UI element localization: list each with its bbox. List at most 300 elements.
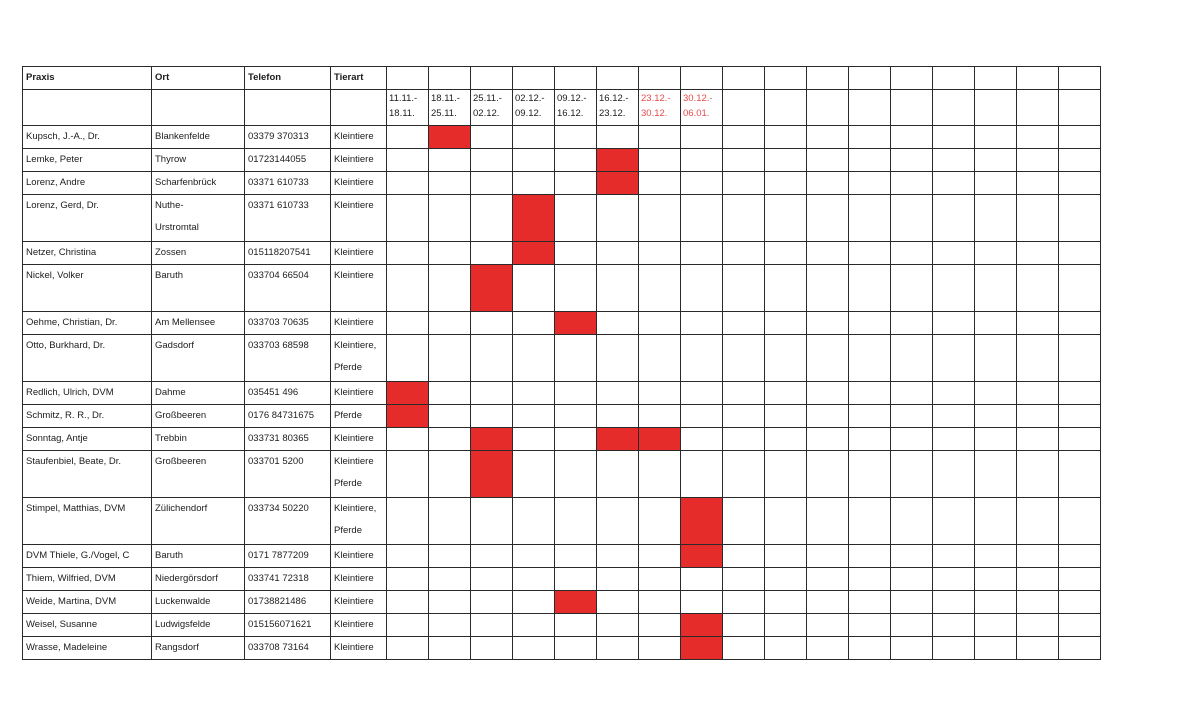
week-from: 23.12.- <box>641 93 671 104</box>
duty-cell <box>975 126 1017 149</box>
praxis-name: Staufenbiel, Beate, Dr. <box>26 456 122 467</box>
praxis-cell <box>23 242 152 265</box>
week-date-cell <box>723 90 765 126</box>
ort-name: Am Mellensee <box>155 317 216 328</box>
table-row <box>23 545 1101 568</box>
duty-cell <box>429 265 471 312</box>
tierart-label: Kleintiere <box>334 177 374 188</box>
tierart-cell <box>331 498 387 545</box>
tierart-cell <box>331 335 387 382</box>
duty-cell <box>429 172 471 195</box>
ort-cell <box>152 428 245 451</box>
duty-cell <box>933 591 975 614</box>
duty-cell <box>429 335 471 382</box>
ort-name: Thyrow <box>155 154 187 165</box>
telefon-cell <box>245 335 331 382</box>
duty-cell <box>765 149 807 172</box>
duty-cell <box>849 568 891 591</box>
duty-cell <box>723 451 765 498</box>
duty-cell <box>807 126 849 149</box>
tierart-cell <box>331 637 387 660</box>
duty-cell <box>1059 568 1101 591</box>
week-date-cell <box>765 90 807 126</box>
duty-cell <box>555 195 597 242</box>
duty-cell <box>429 614 471 637</box>
week-to: 09.12. <box>515 108 542 119</box>
duty-cell <box>681 312 723 335</box>
duty-cell <box>975 335 1017 382</box>
duty-cell <box>639 451 681 498</box>
duty-cell <box>933 265 975 312</box>
ort-name: Nuthe- <box>155 200 184 211</box>
duty-cell <box>639 498 681 545</box>
blank-cell <box>23 90 152 126</box>
header-blank-cell <box>555 67 597 90</box>
telefon-number: 0171 7877209 <box>248 550 309 561</box>
duty-cell-marked <box>639 428 681 451</box>
header-label: Tierart <box>334 72 364 83</box>
tierart-cell <box>331 312 387 335</box>
telefon-cell <box>245 568 331 591</box>
duty-cell <box>597 498 639 545</box>
ort-name: Rangsdorf <box>155 642 199 653</box>
duty-cell <box>1059 265 1101 312</box>
header-blank-cell <box>933 67 975 90</box>
duty-cell <box>975 591 1017 614</box>
duty-cell <box>849 428 891 451</box>
duty-cell <box>471 126 513 149</box>
telefon-cell <box>245 451 331 498</box>
tierart-cell <box>331 545 387 568</box>
duty-cell <box>723 637 765 660</box>
header-label: Praxis <box>26 72 55 83</box>
duty-cell <box>471 382 513 405</box>
praxis-cell <box>23 545 152 568</box>
duty-cell <box>891 637 933 660</box>
ort-name: Großbeeren <box>155 410 207 421</box>
praxis-cell <box>23 265 152 312</box>
tierart-cell <box>331 265 387 312</box>
duty-cell <box>429 568 471 591</box>
duty-cell <box>975 172 1017 195</box>
duty-cell <box>387 149 429 172</box>
duty-cell <box>975 149 1017 172</box>
duty-cell <box>891 242 933 265</box>
telefon-cell <box>245 149 331 172</box>
table-row <box>23 149 1101 172</box>
telefon-cell <box>245 637 331 660</box>
duty-cell <box>723 242 765 265</box>
duty-cell <box>975 568 1017 591</box>
praxis-name: Oehme, Christian, Dr. <box>26 317 118 328</box>
ort-cell <box>152 312 245 335</box>
tierart-cell <box>331 591 387 614</box>
duty-cell-marked <box>387 382 429 405</box>
blank-cell <box>152 90 245 126</box>
duty-cell <box>471 149 513 172</box>
duty-cell-marked <box>555 591 597 614</box>
duty-cell <box>681 265 723 312</box>
duty-cell <box>555 451 597 498</box>
duty-cell-marked <box>471 265 513 312</box>
duty-cell <box>765 637 807 660</box>
tierart-label-line2: Pferde <box>334 525 362 536</box>
tierart-cell <box>331 405 387 428</box>
duty-cell-marked <box>681 498 723 545</box>
header-blank-cell <box>891 67 933 90</box>
table-row <box>23 195 1101 242</box>
ort-cell <box>152 405 245 428</box>
duty-cell <box>975 614 1017 637</box>
duty-cell <box>597 126 639 149</box>
duty-cell <box>1017 172 1059 195</box>
duty-cell <box>429 428 471 451</box>
duty-cell <box>597 312 639 335</box>
duty-cell <box>765 614 807 637</box>
duty-cell <box>639 568 681 591</box>
duty-cell <box>555 382 597 405</box>
duty-cell <box>471 172 513 195</box>
week-date-cell <box>1059 90 1101 126</box>
ort-name: Ludwigsfelde <box>155 619 211 630</box>
duty-cell <box>807 312 849 335</box>
duty-cell <box>681 149 723 172</box>
tierart-cell <box>331 568 387 591</box>
header-blank-cell <box>387 67 429 90</box>
week-dates-row <box>23 90 1101 126</box>
duty-cell <box>387 428 429 451</box>
header-blank-cell <box>723 67 765 90</box>
week-date-cell <box>681 90 723 126</box>
duty-cell-marked <box>597 428 639 451</box>
duty-cell <box>849 405 891 428</box>
week-from: 02.12.- <box>515 93 545 104</box>
header-blank-cell <box>849 67 891 90</box>
week-to: 30.12. <box>641 108 668 119</box>
duty-cell <box>429 498 471 545</box>
duty-cell <box>555 405 597 428</box>
duty-cell <box>765 335 807 382</box>
duty-cell <box>555 265 597 312</box>
duty-cell <box>597 451 639 498</box>
duty-schedule-table <box>22 66 1101 660</box>
week-date-cell <box>513 90 555 126</box>
header-ort <box>152 67 245 90</box>
duty-cell <box>513 382 555 405</box>
duty-cell <box>849 498 891 545</box>
duty-cell <box>849 451 891 498</box>
table-row <box>23 428 1101 451</box>
telefon-number: 033734 50220 <box>248 503 309 514</box>
ort-cell <box>152 451 245 498</box>
duty-cell <box>849 312 891 335</box>
duty-cell <box>765 428 807 451</box>
header-blank-cell <box>513 67 555 90</box>
duty-cell <box>681 591 723 614</box>
tierart-label: Kleintiere <box>334 619 374 630</box>
telefon-number: 033701 5200 <box>248 456 304 467</box>
duty-cell <box>849 335 891 382</box>
duty-cell <box>429 382 471 405</box>
duty-cell <box>555 568 597 591</box>
duty-cell <box>1017 382 1059 405</box>
tierart-label: Kleintiere <box>334 596 374 607</box>
duty-cell <box>555 335 597 382</box>
praxis-name: Nickel, Volker <box>26 270 84 281</box>
week-date-cell <box>639 90 681 126</box>
duty-cell <box>723 172 765 195</box>
telefon-cell <box>245 172 331 195</box>
telefon-number: 03371 610733 <box>248 177 309 188</box>
duty-cell <box>807 614 849 637</box>
duty-cell <box>1017 335 1059 382</box>
duty-cell <box>891 545 933 568</box>
duty-cell <box>933 451 975 498</box>
duty-cell <box>1017 428 1059 451</box>
duty-cell <box>975 312 1017 335</box>
duty-cell <box>597 591 639 614</box>
week-from: 16.12.- <box>599 93 629 104</box>
week-to: 23.12. <box>599 108 626 119</box>
duty-cell <box>597 614 639 637</box>
duty-cell <box>765 265 807 312</box>
week-to: 06.01. <box>683 108 710 119</box>
blank-cell <box>331 90 387 126</box>
week-from: 11.11.- <box>389 93 418 104</box>
duty-cell <box>513 126 555 149</box>
week-date-cell <box>597 90 639 126</box>
telefon-number: 033708 73164 <box>248 642 309 653</box>
duty-cell <box>1059 405 1101 428</box>
duty-cell <box>933 149 975 172</box>
duty-cell <box>681 428 723 451</box>
duty-cell <box>597 242 639 265</box>
duty-cell <box>975 242 1017 265</box>
duty-cell <box>597 545 639 568</box>
header-praxis <box>23 67 152 90</box>
telefon-cell <box>245 312 331 335</box>
header-blank-cell <box>807 67 849 90</box>
tierart-label: Kleintiere <box>334 317 374 328</box>
header-tierart <box>331 67 387 90</box>
ort-name: Niedergörsdorf <box>155 573 218 584</box>
week-date-cell <box>387 90 429 126</box>
duty-cell <box>513 312 555 335</box>
duty-cell <box>765 498 807 545</box>
duty-cell <box>639 195 681 242</box>
ort-cell <box>152 382 245 405</box>
tierart-cell <box>331 172 387 195</box>
duty-cell <box>975 428 1017 451</box>
week-to: 02.12. <box>473 108 500 119</box>
telefon-cell <box>245 195 331 242</box>
week-from: 18.11.- <box>431 93 460 104</box>
praxis-cell <box>23 405 152 428</box>
ort-cell <box>152 637 245 660</box>
duty-cell <box>849 614 891 637</box>
tierart-label: Kleintiere <box>334 270 374 281</box>
duty-cell <box>807 195 849 242</box>
duty-cell <box>471 405 513 428</box>
duty-cell <box>513 428 555 451</box>
telefon-number: 033703 68598 <box>248 340 309 351</box>
duty-cell <box>975 637 1017 660</box>
duty-cell <box>513 498 555 545</box>
duty-cell <box>513 545 555 568</box>
duty-cell <box>891 498 933 545</box>
tierart-label: Kleintiere, <box>334 503 377 514</box>
duty-cell <box>891 312 933 335</box>
duty-cell <box>1017 195 1059 242</box>
header-row <box>23 67 1101 90</box>
duty-cell <box>639 405 681 428</box>
duty-cell <box>807 428 849 451</box>
duty-cell <box>1017 568 1059 591</box>
duty-cell <box>891 382 933 405</box>
praxis-cell <box>23 312 152 335</box>
duty-cell <box>555 242 597 265</box>
duty-cell <box>933 637 975 660</box>
duty-cell <box>1059 498 1101 545</box>
duty-cell <box>723 335 765 382</box>
telefon-cell <box>245 405 331 428</box>
duty-cell <box>555 637 597 660</box>
telefon-number: 01738821486 <box>248 596 307 607</box>
duty-cell <box>681 195 723 242</box>
duty-cell <box>933 242 975 265</box>
week-to: 16.12. <box>557 108 584 119</box>
table-row <box>23 126 1101 149</box>
duty-cell <box>933 428 975 451</box>
duty-cell <box>1059 195 1101 242</box>
duty-cell-marked <box>681 637 723 660</box>
duty-cell <box>1059 242 1101 265</box>
duty-cell <box>807 405 849 428</box>
duty-cell <box>807 172 849 195</box>
duty-cell <box>849 545 891 568</box>
week-date-cell <box>1017 90 1059 126</box>
duty-cell-marked <box>429 126 471 149</box>
tierart-cell <box>331 126 387 149</box>
telefon-cell <box>245 614 331 637</box>
duty-cell <box>1017 591 1059 614</box>
duty-cell-marked <box>597 149 639 172</box>
duty-cell <box>387 568 429 591</box>
table-row <box>23 591 1101 614</box>
duty-cell <box>975 451 1017 498</box>
duty-cell <box>387 637 429 660</box>
duty-cell <box>1017 614 1059 637</box>
header-blank-cell <box>975 67 1017 90</box>
duty-cell-marked <box>681 614 723 637</box>
duty-cell <box>933 172 975 195</box>
praxis-name: Sonntag, Antje <box>26 433 88 444</box>
duty-cell <box>471 637 513 660</box>
duty-cell <box>555 545 597 568</box>
duty-cell <box>597 382 639 405</box>
duty-cell <box>933 126 975 149</box>
ort-cell <box>152 195 245 242</box>
duty-cell <box>933 614 975 637</box>
duty-cell <box>723 149 765 172</box>
ort-cell <box>152 498 245 545</box>
duty-cell <box>471 335 513 382</box>
praxis-cell <box>23 451 152 498</box>
week-date-cell <box>975 90 1017 126</box>
telefon-number: 01723144055 <box>248 154 307 165</box>
duty-cell <box>765 195 807 242</box>
praxis-name: Wrasse, Madeleine <box>26 642 108 653</box>
telefon-number: 015156071621 <box>248 619 312 630</box>
praxis-name: DVM Thiele, G./Vogel, C <box>26 550 130 561</box>
ort-name: Baruth <box>155 270 183 281</box>
table-row <box>23 405 1101 428</box>
telefon-number: 033703 70635 <box>248 317 309 328</box>
duty-cell <box>807 568 849 591</box>
duty-cell <box>429 451 471 498</box>
duty-cell <box>639 382 681 405</box>
duty-cell <box>891 451 933 498</box>
tierart-cell <box>331 242 387 265</box>
telefon-number: 015118207541 <box>248 247 311 258</box>
duty-cell <box>765 126 807 149</box>
ort-name: Luckenwalde <box>155 596 211 607</box>
duty-cell <box>387 614 429 637</box>
duty-cell <box>975 405 1017 428</box>
duty-cell <box>1059 382 1101 405</box>
duty-cell <box>429 312 471 335</box>
duty-cell <box>723 614 765 637</box>
duty-cell <box>513 405 555 428</box>
ort-cell <box>152 614 245 637</box>
header-blank-cell <box>1017 67 1059 90</box>
duty-cell <box>1059 172 1101 195</box>
duty-cell <box>765 568 807 591</box>
ort-name-line2: Urstromtal <box>155 222 199 233</box>
praxis-cell <box>23 382 152 405</box>
praxis-name: Stimpel, Matthias, DVM <box>26 503 126 514</box>
duty-cell <box>555 126 597 149</box>
week-to: 25.11. <box>431 108 457 119</box>
duty-cell <box>387 498 429 545</box>
telefon-cell <box>245 242 331 265</box>
duty-cell <box>513 568 555 591</box>
header-blank-cell <box>639 67 681 90</box>
duty-cell <box>639 265 681 312</box>
duty-cell-marked <box>387 405 429 428</box>
tierart-cell <box>331 382 387 405</box>
duty-cell <box>1017 405 1059 428</box>
duty-cell <box>765 591 807 614</box>
week-to: 18.11. <box>389 108 415 119</box>
duty-cell <box>891 614 933 637</box>
duty-cell-marked <box>513 195 555 242</box>
duty-cell-marked <box>597 172 639 195</box>
ort-name: Scharfenbrück <box>155 177 217 188</box>
duty-cell <box>765 451 807 498</box>
duty-cell <box>891 405 933 428</box>
duty-cell <box>471 591 513 614</box>
duty-cell <box>1059 451 1101 498</box>
week-date-cell <box>807 90 849 126</box>
telefon-number: 033741 72318 <box>248 573 309 584</box>
table-row <box>23 312 1101 335</box>
duty-cell <box>429 545 471 568</box>
duty-cell <box>429 591 471 614</box>
duty-cell <box>849 591 891 614</box>
duty-cell <box>1017 126 1059 149</box>
duty-cell <box>639 126 681 149</box>
